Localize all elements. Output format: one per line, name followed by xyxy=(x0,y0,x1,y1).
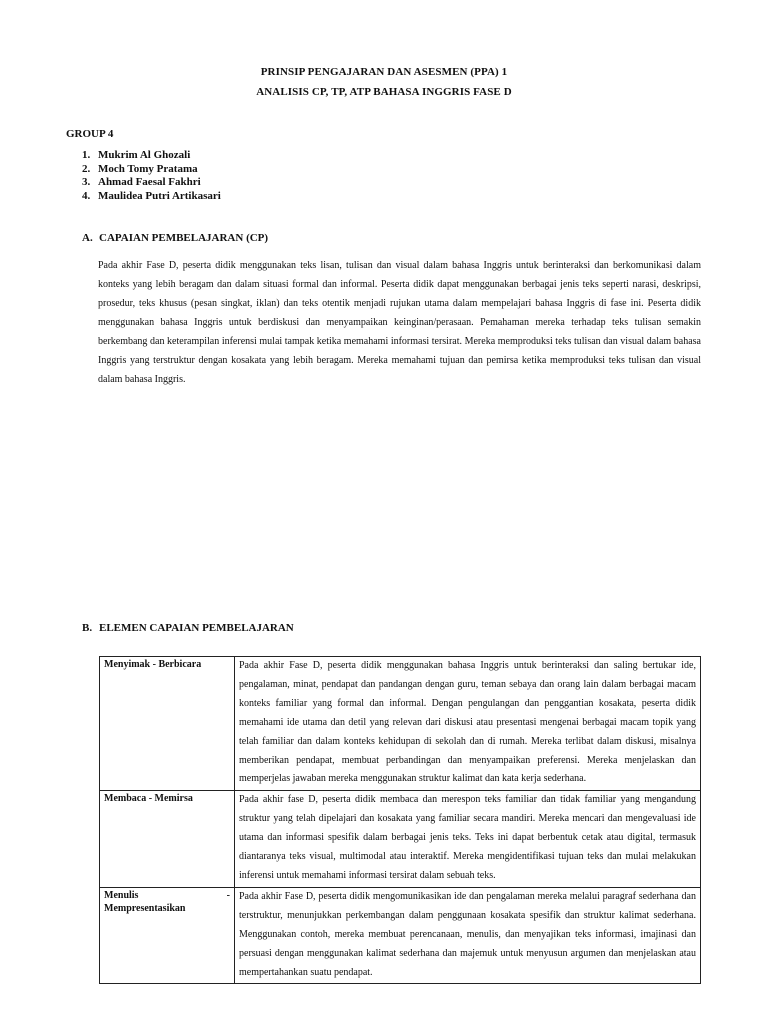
element-name-cell xyxy=(100,887,235,984)
member-name: Ahmad Faesal Fakhri xyxy=(98,176,201,189)
element-name-part2: Mempresentasikan xyxy=(104,902,186,914)
member-number: 3. xyxy=(82,176,91,189)
group-label: GROUP 4 xyxy=(66,128,114,140)
element-description-cell: Pada akhir fase D, peserta didik membaca dan merespon teks familiar dan tidak familiar yang mengandung struktur yang telah dipelajari dan kosakata yang familiar secara mandiri. Mereka mencari dan mengevaluasi ide utama dan informasi spesifik dalam berbagai jenis teks. Teks ini dapat berbentuk cetak atau digital, termasuk diantaranya teks visual, multimodal atau interaktif. Mereka mengidentifikasi tujuan teks dan mulai melakukan inferensi untuk memahami informasi tersirat dalam sebuah teks. xyxy=(235,791,701,888)
member-name: Mukrim Al Ghozali xyxy=(98,149,191,161)
list-item xyxy=(82,149,221,163)
member-number: 2. xyxy=(82,162,91,175)
element-name-part1: Menulis xyxy=(104,889,139,901)
member-list xyxy=(82,149,221,204)
document-title-line2: ANALISIS CP, TP, ATP BAHASA INGGRIS FASE D xyxy=(256,86,512,98)
member-number: 1. xyxy=(82,149,91,161)
table-row xyxy=(100,791,701,888)
elemen-table xyxy=(99,656,701,984)
section-a-letter: A. xyxy=(82,232,93,244)
cp-paragraph: Pada akhir Fase D, peserta didik menggunakan teks lisan, tulisan dan visual dalam bahasa Inggris untuk berinteraksi dan berkomunikasi dalam konteks yang lebih beragam dan dalam situasi formal dan informal. Peserta didik dapat menggunakan berbagai jenis teks seperti narasi, deskripsi, prosedur, teks khusus (pesan singkat, iklan) dan teks otentik menjadi rujukan utama dalam mempelajari bahasa Inggris di fase ini. Peserta didik menggunakan bahasa Inggris untuk berdiskusi dan menyampaikan keinginan/perasaan. Pemahaman mereka terhadap teks tulisan semakin berkembang dan keterampilan inferensi mulai tampak ketika memahami informasi tersirat. Mereka memproduksi teks tulisan dan visual dalam bahasa Inggris yang terstruktur dengan kosakata yang lebih beragam. Mereka memahami tujuan dan pemirsa ketika memproduksi teks tulisan dan visual dalam bahasa Inggris. xyxy=(98,260,701,385)
section-a-heading xyxy=(82,232,268,244)
member-number: 4. xyxy=(82,190,91,203)
element-name-dash: - xyxy=(226,889,230,901)
element-description-cell: Pada akhir Fase D, peserta didik mengomunikasikan ide dan pengalaman mereka melalui paragraf sederhana dan terstruktur, menunjukkan perkembangan dalam penggunaan kosakata spesifik dan struktur kalimat sederhana. Menggunakan contoh, mereka membuat perencanaan, menulis, dan menyajikan teks informasi, imajinasi dan persuasi dengan menggunakan kalimat sederhana dan majemuk untuk menyusun argumen dan menjelaskan atau mempertahankan suatu pendapat. xyxy=(235,887,701,984)
element-name-cell: Membaca - Memirsa xyxy=(100,791,235,888)
section-b-title: ELEMEN CAPAIAN PEMBELAJARAN xyxy=(99,622,294,634)
table-row xyxy=(100,887,701,984)
section-a-title: CAPAIAN PEMBELAJARAN (CP) xyxy=(99,232,269,244)
element-name-cell: Menyimak - Berbicara xyxy=(100,657,235,791)
list-item xyxy=(82,163,221,177)
section-b-heading xyxy=(82,622,294,634)
member-name: Moch Tomy Pratama xyxy=(98,162,198,175)
element-name-top-line xyxy=(104,889,230,902)
member-name: Maulidea Putri Artikasari xyxy=(98,190,221,203)
section-b-letter: B. xyxy=(82,622,93,634)
table-row xyxy=(100,657,701,791)
document-title-line1: PRINSIP PENGAJARAN DAN ASESMEN (PPA) 1 xyxy=(260,66,508,78)
element-description-cell: Pada akhir Fase D, peserta didik menggunakan bahasa Inggris untuk berinteraksi dan saling bertukar ide, pengalaman, minat, pendapat dan pandangan dengan guru, teman sebaya dan orang lain dalam berbagai macam konteks familiar yang formal dan informal. Dengan pengulangan dan penggantian kosakata, peserta didik memahami ide utama dan detil yang relevan dari diskusi atau presentasi mengenai berbagai macam topik yang telah familiar dan dalam konteks kehidupan di sekolah dan di rumah. Mereka terlibat dalam diskusi, misalnya memberikan pendapat, membuat perbandingan dan menyampaikan preferensi. Mereka menjelaskan dan memperjelas jawaban mereka menggunakan struktur kalimat dan kata kerja sederhana. xyxy=(235,657,701,791)
list-item xyxy=(82,176,221,190)
list-item xyxy=(82,190,221,204)
